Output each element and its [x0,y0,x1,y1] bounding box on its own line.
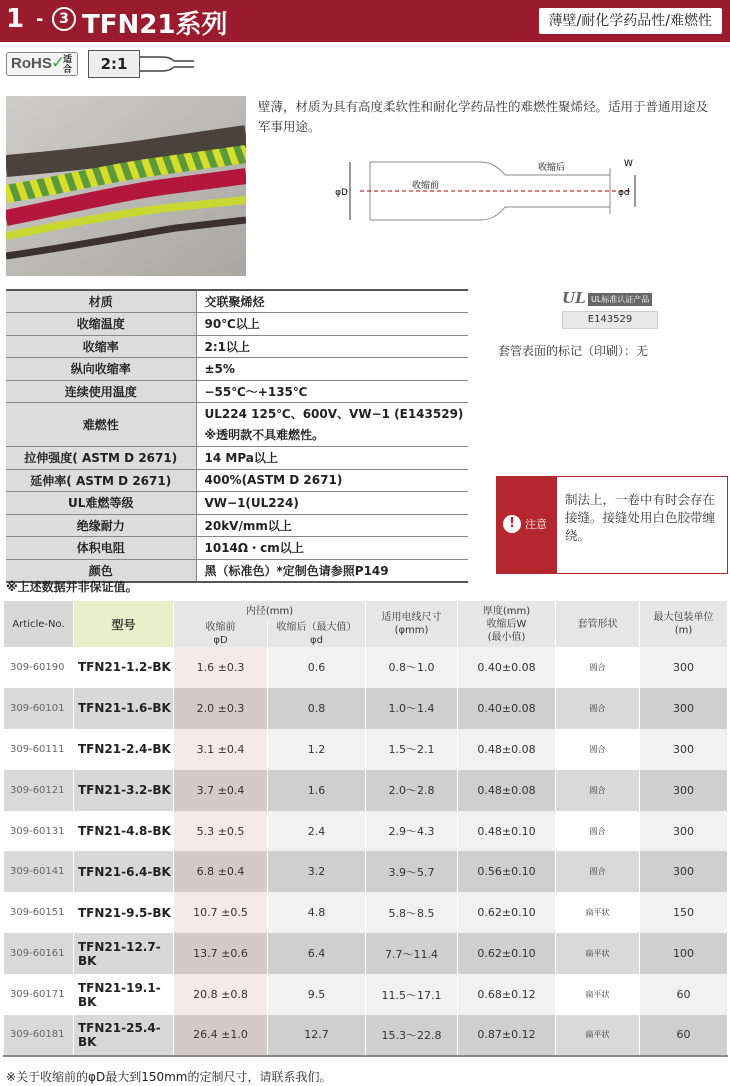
section-dash: - [36,9,44,30]
article-cell: 309-60161 [4,933,74,974]
shape-cell: 扁平状 [556,1015,640,1056]
wire-cell: 15.3～22.8 [366,1015,458,1056]
before-cell: 10.7 ±0.5 [174,892,268,933]
after-cell: 3.2 [268,851,366,892]
col-pack [640,601,728,647]
spec-key: 延伸率( ASTM D 2671) [6,469,196,492]
spec-value [196,514,468,537]
model-cell: TFN21-1.6-BK [74,688,174,729]
model-cell: TFN21-3.2-BK [74,770,174,811]
wire-cell: 1.0～1.4 [366,688,458,729]
spec-key: UL难燃等级 [6,492,196,515]
after-cell: 4.8 [268,892,366,933]
table-row [4,729,728,770]
article-cell: 309-60181 [4,1015,74,1056]
spec-value [196,447,468,470]
spec-value-line: 交联聚烯烃 [204,295,265,309]
spec-row [6,290,468,313]
after-cell: 9.5 [268,974,366,1015]
before-cell: 5.3 ±0.5 [174,811,268,852]
spec-value-line: 90℃以上 [204,317,260,332]
caution-text: 制法上，一卷中有时会存在接缝。接缝处用白色胶带缠绕。 [565,492,716,543]
spec-value [196,313,468,336]
shrink-ratio-badge [88,50,198,78]
spec-value-line: UL224 125℃、600V、VW−1 (E143529) [204,406,464,421]
shape-cell: 圆合 [556,647,640,688]
before-cell: 13.7 ±0.6 [174,933,268,974]
col-pack-unit: (m) [674,625,693,636]
col-wire-unit: (φmm) [394,625,429,636]
before-label: 收缩前 [412,181,440,191]
col-article: Article-No. [4,601,74,647]
table-row [4,892,728,933]
before-cell: 2.0 ±0.3 [174,688,268,729]
col-before-label: 收缩前 [205,622,236,633]
after-cell: 1.2 [268,729,366,770]
spec-key: 难燃性 [6,403,196,447]
page-header [0,0,730,42]
spec-row [6,313,468,336]
spec-key: 颜色 [6,559,196,582]
spec-table [6,289,468,583]
page-title: TFN21系列 [82,10,228,40]
article-cell: 309-60190 [4,647,74,688]
spec-value [196,335,468,358]
col-model: 型号 [74,601,174,647]
col-inner: 内径(mm) [174,601,366,621]
table-row [4,933,728,974]
pack-cell: 300 [640,729,728,770]
spec-value-line: 2:1以上 [204,339,250,354]
thickness-cell: 0.68±0.12 [458,974,556,1015]
model-cell: TFN21-25.4-BK [74,1015,174,1056]
thickness-cell: 0.48±0.08 [458,770,556,811]
after-cell: 12.7 [268,1015,366,1056]
after-cell: 0.8 [268,688,366,729]
spec-row [6,447,468,470]
before-cell: 6.8 ±0.4 [174,851,268,892]
model-cell: TFN21-6.4-BK [74,851,174,892]
after-cell: 2.4 [268,811,366,852]
spec-value [196,537,468,560]
subsection-circle: 3 [52,7,76,31]
spec-row [6,380,468,403]
wire-cell: 2.9～4.3 [366,811,458,852]
spec-key: 体积电阻 [6,537,196,560]
wire-cell: 11.5～17.1 [366,974,458,1015]
check-icon: ✓ [51,53,66,73]
marking-text: 套管表面的标记（印刷）：无 [498,344,649,358]
col-after [268,621,366,647]
shape-cell: 扁平状 [556,974,640,1015]
pack-cell: 300 [640,647,728,688]
pack-cell: 60 [640,1015,728,1056]
phi-d-label: φd [618,188,630,198]
section-number: 1 [6,4,25,34]
shape-cell: 圆合 [556,851,640,892]
product-photo [6,96,246,276]
ul-logo: UL [562,289,586,307]
rohs-label: RoHS [11,55,52,72]
thickness-cell: 0.40±0.08 [458,688,556,729]
spec-value-line: ±5% [204,361,235,376]
pack-cell: 300 [640,811,728,852]
thickness-cell: 0.40±0.08 [458,647,556,688]
after-cell: 1.6 [268,770,366,811]
spec-value [196,559,468,582]
col-wire [366,601,458,647]
product-table [3,601,728,1057]
ul-cert [562,289,662,329]
article-cell: 309-60151 [4,892,74,933]
spec-value [196,492,468,515]
col-thick-sub: 收缩后W [486,618,527,630]
wire-cell: 3.9～5.7 [366,851,458,892]
model-cell: TFN21-19.1-BK [74,974,174,1015]
model-cell: TFN21-12.7-BK [74,933,174,974]
spec-value-line: ※透明款不具难燃性。 [204,427,325,442]
spec-key: 绝缘耐力 [6,514,196,537]
spec-row [6,492,468,515]
pack-cell: 60 [640,974,728,1015]
pack-cell: 300 [640,688,728,729]
wire-cell: 1.5～2.1 [366,729,458,770]
thickness-cell: 0.48±0.10 [458,811,556,852]
caution-box [496,476,728,574]
spec-key: 材质 [6,290,196,313]
model-cell: TFN21-2.4-BK [74,729,174,770]
footnote: ※关于收缩前的φD最大到150mm的定制尺寸，请联系我们。 [6,1070,332,1084]
spec-value-line: 黑（标准色）*定制色请参照P149 [204,563,389,578]
phi-D-label: φD [335,188,348,198]
warning-icon: ! [503,515,521,533]
table-row [4,974,728,1015]
spec-row [6,403,468,447]
after-cell: 6.4 [268,933,366,974]
col-shape: 套管形状 [556,601,640,647]
rohs-suffix: 适合 [63,55,73,75]
caution-side [497,477,557,573]
spec-value-line: VW−1(UL224) [204,495,299,510]
spec-row [6,514,468,537]
article-cell: 309-60111 [4,729,74,770]
spec-key: 连续使用温度 [6,380,196,403]
spec-value-line: 14 MPa以上 [204,451,278,466]
after-cell: 0.6 [268,647,366,688]
product-description: 壁薄，材质为具有高度柔软性和耐化学药品性的难燃性聚烯烃。适用于普通用途及军事用途。 [258,99,709,134]
wire-cell: 2.0～2.8 [366,770,458,811]
caution-label: 注意 [525,518,547,531]
wire-cell: 7.7～11.4 [366,933,458,974]
before-cell: 26.4 ±1.0 [174,1015,268,1056]
model-cell: TFN21-9.5-BK [74,892,174,933]
article-cell: 309-60171 [4,974,74,1015]
spec-key: 纵向收缩率 [6,358,196,381]
shape-cell: 扁平状 [556,933,640,974]
model-cell: TFN21-1.2-BK [74,647,174,688]
pack-cell: 150 [640,892,728,933]
ul-label: UL标准认证产品 [588,293,652,306]
ul-code: E143529 [562,311,658,329]
ratio-label: 2:1 [88,50,140,78]
col-thick-min: (最小值) [487,631,526,643]
spec-value [196,290,468,313]
table-row [4,770,728,811]
thickness-cell: 0.48±0.08 [458,729,556,770]
spec-key: 收缩率 [6,335,196,358]
pack-cell: 100 [640,933,728,974]
spec-value-line: 1014Ω・cm以上 [204,541,304,556]
spec-row [6,469,468,492]
spec-row [6,358,468,381]
spec-value [196,358,468,381]
w-label: W [624,159,633,169]
article-cell: 309-60131 [4,811,74,852]
shape-cell: 圆合 [556,811,640,852]
article-cell: 309-60101 [4,688,74,729]
col-thick-label: 厚度(mm) [482,605,531,617]
col-wire-label: 适用电线尺寸 [381,612,442,623]
thickness-cell: 0.62±0.10 [458,933,556,974]
before-cell: 3.1 ±0.4 [174,729,268,770]
shape-cell: 圆合 [556,770,640,811]
col-before-sym: φD [213,635,228,646]
ratio-tube-icon [88,50,198,78]
table-row [4,1015,728,1056]
rohs-badge [6,52,78,76]
col-after-label: 收缩后（最大值） [276,622,357,633]
table-row [4,688,728,729]
wire-cell: 5.8～8.5 [366,892,458,933]
col-after-sym: φd [310,635,323,646]
shape-cell: 扁平状 [556,892,640,933]
col-thick [458,601,556,647]
thickness-cell: 0.56±0.10 [458,851,556,892]
spec-note: ※上述数据并非保证值。 [6,580,138,594]
spec-row [6,335,468,358]
spec-value-line: 20kV/mm以上 [204,518,292,533]
article-cell: 309-60141 [4,851,74,892]
spec-value-line: −55℃～+135℃ [204,384,308,399]
table-row [4,647,728,688]
shape-cell: 圆合 [556,688,640,729]
after-label: 收缩后 [538,163,566,173]
spec-row [6,537,468,560]
spec-key: 收缩温度 [6,313,196,336]
spec-value [196,403,468,447]
thickness-cell: 0.62±0.10 [458,892,556,933]
spec-value [196,380,468,403]
model-cell: TFN21-4.8-BK [74,811,174,852]
col-before [174,621,268,647]
spec-value [196,469,468,492]
before-cell: 20.8 ±0.8 [174,974,268,1015]
before-cell: 3.7 ±0.4 [174,770,268,811]
pack-cell: 300 [640,770,728,811]
shape-cell: 圆合 [556,729,640,770]
article-cell: 309-60121 [4,770,74,811]
wire-cell: 0.8～1.0 [366,647,458,688]
thickness-cell: 0.87±0.12 [458,1015,556,1056]
table-row [4,851,728,892]
before-cell: 1.6 ±0.3 [174,647,268,688]
spec-key: 拉伸强度( ASTM D 2671) [6,447,196,470]
feature-tag: 薄壁/耐化学药品性/难燃性 [539,8,722,34]
col-pack-label: 最大包装单位 [653,612,714,623]
pack-cell: 300 [640,851,728,892]
table-row [4,811,728,852]
shrink-diagram [330,150,660,230]
spec-value-line: 400%(ASTM D 2671) [204,473,343,488]
